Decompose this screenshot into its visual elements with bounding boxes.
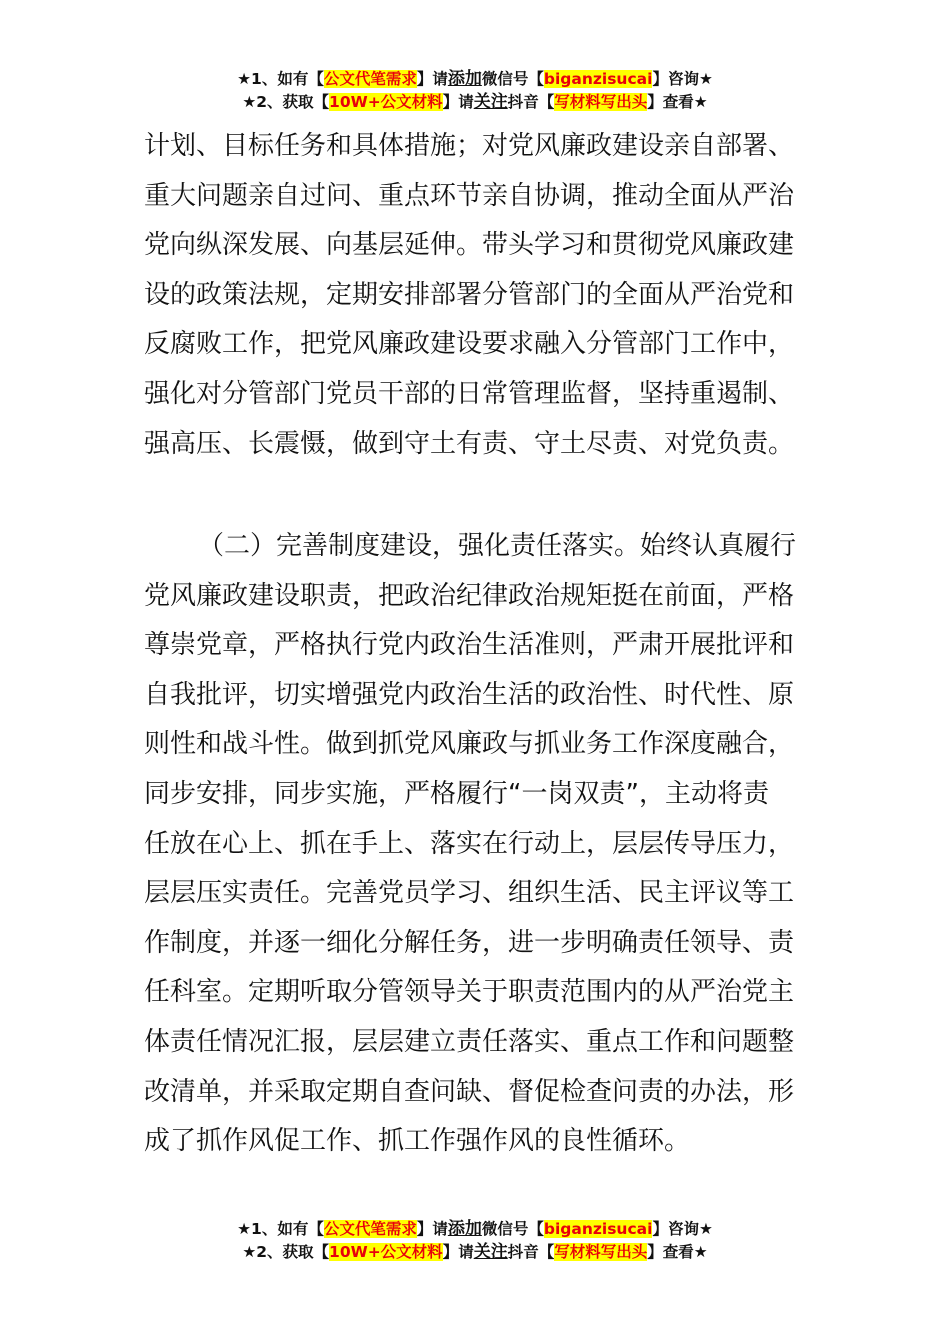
paragraph-line: 计划、目标任务和具体措施；对党风廉政建设亲自部署、 — [144, 131, 795, 161]
paragraph-line: 作制度，并逐一细化分解任务，进一步明确责任领导、责 — [144, 927, 795, 958]
paragraph-line: 则性和战斗性。做到抓党风廉政与抓业务工作深度融合， — [144, 729, 795, 760]
paragraph-heading-line: （二）完善制度建设，强化责任落实。始终认真履行 — [198, 531, 797, 561]
highlight-materials: 10W+公文材料 — [329, 93, 443, 111]
underlined-text: 添加 — [447, 1219, 482, 1239]
banner-text: 】查看★ — [647, 1243, 708, 1261]
banner-text: ★2、获取【 — [242, 1243, 330, 1261]
highlight-service: 公文代笔需求 — [323, 1220, 417, 1238]
highlight-materials: 10W+公文材料 — [329, 1243, 443, 1261]
banner-line-1 — [0, 1218, 950, 1241]
paragraph-line: 自我批评，切实增强党内政治生活的政治性、时代性、原 — [144, 679, 795, 710]
paragraph-line: 强高压、长震慑，做到守土有责、守土尽责、对党负责。 — [144, 428, 795, 459]
banner-text: 抖音【 — [507, 1243, 555, 1261]
paragraph-line: 任放在心上、抓在手上、落实在行动上，层层传导压力， — [144, 828, 795, 859]
paragraph-line: 体责任情况汇报，层层建立责任落实、重点工作和问题整 — [144, 1027, 795, 1057]
paragraph-line: 层层压实责任。完善党员学习、组织生活、民主评议等工 — [144, 878, 795, 909]
header-banner — [0, 68, 950, 114]
banner-text: 】请 — [442, 1243, 474, 1261]
underlined-text: 添加 — [447, 69, 482, 89]
paragraph-line: 成了抓作风促工作、抓工作强作风的良性循环。 — [144, 1126, 691, 1157]
underlined-text: 关注 — [473, 92, 508, 112]
paragraph-line: 重大问题亲自过问、重点环节亲自协调，推动全面从严治 — [144, 180, 795, 211]
banner-text: ★1、如有【 — [237, 1220, 324, 1238]
underlined-text: 关注 — [473, 1242, 508, 1262]
paragraph-line: 设的政策法规，定期安排部署分管部门的全面从严治党和 — [144, 279, 795, 310]
paragraph-line: 任科室。定期听取分管领导关于职责范围内的从严治党主 — [144, 977, 795, 1008]
banner-text: 】咨询★ — [652, 1220, 713, 1238]
banner-text: 】请 — [442, 93, 474, 111]
banner-text: 】咨询★ — [652, 70, 713, 88]
banner-line-2 — [0, 1241, 950, 1264]
highlight-service: 公文代笔需求 — [323, 70, 417, 88]
banner-text: 】查看★ — [647, 93, 708, 111]
banner-text: 微信号【 — [481, 70, 544, 88]
banner-text: 微信号【 — [481, 1220, 544, 1238]
paragraph-line: 改清单，并采取定期自查问缺、督促检查问责的办法，形 — [144, 1076, 795, 1107]
highlight-douyin-account: 写材料写出头 — [554, 1243, 648, 1261]
banner-text: 抖音【 — [507, 93, 555, 111]
banner-line-1 — [0, 68, 950, 91]
paragraph-line: 强化对分管部门党员干部的日常管理监督，坚持重遏制、 — [144, 379, 795, 409]
paragraph-line: 党向纵深发展、向基层延伸。带头学习和贯彻党风廉政建 — [144, 230, 795, 261]
highlight-wechat-id: biganzisucai — [543, 70, 653, 88]
banner-text: ★1、如有【 — [237, 70, 324, 88]
banner-text: 】请 — [416, 70, 448, 88]
footer-banner — [0, 1218, 950, 1264]
banner-line-2 — [0, 91, 950, 114]
paragraph-line: 党风廉政建设职责，把政治纪律政治规矩挺在前面，严格 — [144, 580, 795, 611]
highlight-wechat-id: biganzisucai — [543, 1220, 653, 1238]
paragraph-line: 同步安排，同步实施，严格履行“一岗双责”，主动将责 — [144, 779, 769, 809]
paragraph-line: 尊崇党章，严格执行党内政治生活准则，严肃开展批评和 — [144, 630, 795, 661]
paragraph-line: 反腐败工作，把党风廉政建设要求融入分管部门工作中， — [144, 329, 795, 360]
highlight-douyin-account: 写材料写出头 — [554, 93, 648, 111]
banner-text: 】请 — [416, 1220, 448, 1238]
banner-text: ★2、获取【 — [242, 93, 330, 111]
